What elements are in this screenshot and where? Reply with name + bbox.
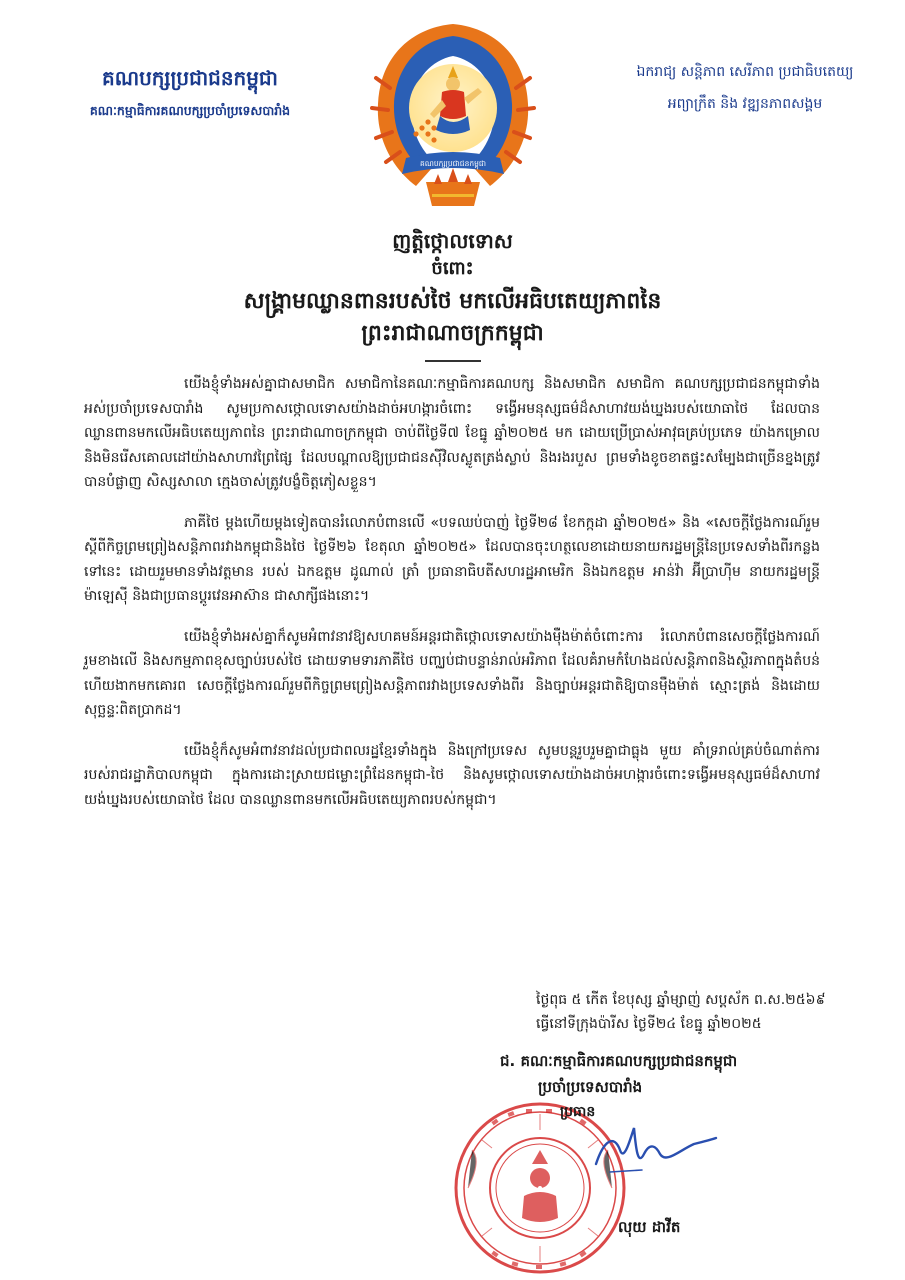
title-subject-line-1: សង្គ្រាមឈ្លានពានរបស់ថៃ មកលើអធិបតេយ្យភាពនៃ [243,289,662,314]
party-name: គណបក្សប្រជាជនកម្ពុជា [102,66,278,90]
motto-line-2: អព្យាក្រឹត និង វឌ្ឍនភាពសង្គម [667,96,823,112]
emblem-temple [426,168,480,206]
signer-role: ប្រធាន [560,1104,596,1120]
motto-line-1: ឯករាជ្យ សន្តិភាព សេរីភាព ប្រជាធិបតេយ្យ [636,64,854,80]
body-paragraph-2: ភាគីថៃ ម្តងហើយម្តងទៀតបានរំលោភបំពានលើ «បទឈប់បាញ់ ថ្ងៃទី២៨ ខែកក្កដា ឆ្នាំ២០២៥» និង «សេចក្តីថ្លែងការណ៍រួមស្តីពីកិច្ចព្រមព្រៀងសន្តិភាពរវាងកម្ពុជានិងថៃ ថ្ងៃទី២៦ ខែតុលា ឆ្នាំ២០២៥» ដែលបានចុះហត្ថលេខាដោយនាយករដ្ឋមន្ត្រីនៃប្រទេសទាំងពីរកន្លងទៅនេះ ដោយរួមមានទាំងវត្តមាន របស់ ឯកឧត្តម ដូណាល់ ត្រាំ ប្រធានាធិបតីសហរដ្ឋអាមេរិក និងឯកឧត្តម អាន់វ៉ា អ៊ីប្រាហ៊ីម នាយករដ្ឋមន្ត្រី ម៉ាឡេស៊ី និងជាប្រធានប្តូរវេនអាស៊ាន ជាសាក្សីផងនោះ។ [84,514,820,604]
title-subject-line-2: ព្រះរាជាណាចក្រកម្ពុជា [361,321,544,346]
handwritten-signature [590,1120,720,1180]
document-body [84,372,820,828]
signer-name: លុយ ដាវីត [618,1218,681,1236]
body-paragraph-4: យើងខ្ញុំក៏សូមអំពាវនាវដល់ប្រជាពលរដ្ឋខ្មែរទាំងក្នុង និងក្រៅប្រទេស សូមបន្តរួបរួមគ្នាជាធ្លុង មួយ គាំទ្ររាល់គ្រប់ចំណាត់ការរបស់រាជរដ្ឋាភិបាលកម្ពុជា ក្នុងការដោះស្រាយជម្លោះព្រំដែនកម្ពុជា-ថៃ និងសូមថ្កោលទោសយ៉ាងដាច់អហង្ការចំពោះទង្វើអមនុស្សធម៌ដ៏សាហាវយង់ឃ្នងរបស់យោធាថៃ ដែល បានឈ្លានពានមកលើអធិបតេយ្យភាពរបស់កម្ពុជា។ [84,742,820,808]
signing-organization [500,1048,880,1100]
kingdom-motto [600,60,890,116]
party-emblem-logo [370,18,536,214]
place-date: ធ្វើនៅទីក្រុងប៉ារីស ថ្ងៃទី២៤ ខែធ្នូ ឆ្នាំ២០២៥ [536,1016,762,1032]
body-paragraph-3: យើងខ្ញុំទាំងអស់គ្នាក៏សូមអំពាវនាវឱ្យសហគមន៍អន្តរជាតិថ្កោលទោសយ៉ាងម៉ឺងម៉ាត់ចំពោះការ រំលោភបំពានសេចក្តីថ្លែងការណ៍រួមខាងលើ និងសកម្មភាពខុសច្បាប់របស់ថៃ ដោយទាមទារភាគីថៃ បញ្ឈប់ជាបន្ទាន់រាល់អរិភាព ដែលគំរាមកំហែងដល់សន្តិភាពនិងស្ថិរភាពក្នុងតំបន់ ហើយងាកមកគោរព សេចក្តីថ្លែងការណ៍រួមពីកិច្ចព្រមព្រៀងសន្តិភាពរវាងប្រទេសទាំងពីរ និងច្បាប់អន្តរជាតិឱ្យបានម៉ឺងម៉ាត់ ស្មោះត្រង់ និងដោយសុច្ឆន្ទៈពិតប្រាកដ។ [84,628,820,718]
title-against: ចំពោះ [431,258,474,279]
body-paragraph-1: យើងខ្ញុំទាំងអស់គ្នាជាសមាជិក សមាជិកានៃគណៈកម្មាធិការគណបក្ស និងសមាជិក សមាជិកា គណបក្សប្រជាជនកម្ពុជាទាំងអស់ប្រចាំប្រទេសបារាំង សូមប្រកាសថ្កោលទោសយ៉ាងដាច់អហង្ការចំពោះ ទង្វើអមនុស្សធម៌ដ៏សាហាវយង់ឃ្នងរបស់យោធាថៃ ដែលបានឈ្លានពានមកលើអធិបតេយ្យភាពនៃ ព្រះរាជាណាចក្រកម្ពុជា ចាប់ពីថ្ងៃទី៧ ខែធ្នូ ឆ្នាំ២០២៥ មក ដោយប្រើប្រាស់អាវុធគ្រប់ប្រភេទ យ៉ាងកម្រោល និងមិនរើសគោលដៅយ៉ាងសាហាវព្រៃផ្សៃ ដែលបណ្តាលឱ្យប្រជាជនស៊ីវិលស្លូតត្រង់ស្លាប់ និងរងរបួស ព្រមទាំងខូចខាតផ្ទះសម្បែងជាច្រើនខ្នងត្រូវបានបំផ្លាញ សិស្សសាលា ក្មេងចាស់ត្រូវបង្ខំចិត្តភៀសខ្លួន។ [84,376,820,490]
document-title [120,226,785,362]
org-line-2: ប្រចាំប្រទេសបារាំង [538,1078,643,1096]
lunar-date: ថ្ងៃពុធ ៥ កើត ខែបុស្ស ឆ្នាំម្សាញ់ សប្តស័ក ព.ស.២៥៦៩ [536,992,826,1008]
emblem-banner-text: គណបក្សប្រជាជនកម្ពុជា [420,159,486,168]
title-petition: ញត្តិថ្កោលទោស [392,229,513,253]
title-divider [425,360,481,362]
party-header [40,64,340,122]
org-line-1: ជ. គណៈកម្មាធិការគណបក្សប្រជាជនកម្ពុជា [500,1052,738,1070]
date-block [512,988,882,1036]
committee-name: គណៈកម្មាធិការគណបក្សប្រចាំប្រទេសបារាំង [89,103,291,118]
